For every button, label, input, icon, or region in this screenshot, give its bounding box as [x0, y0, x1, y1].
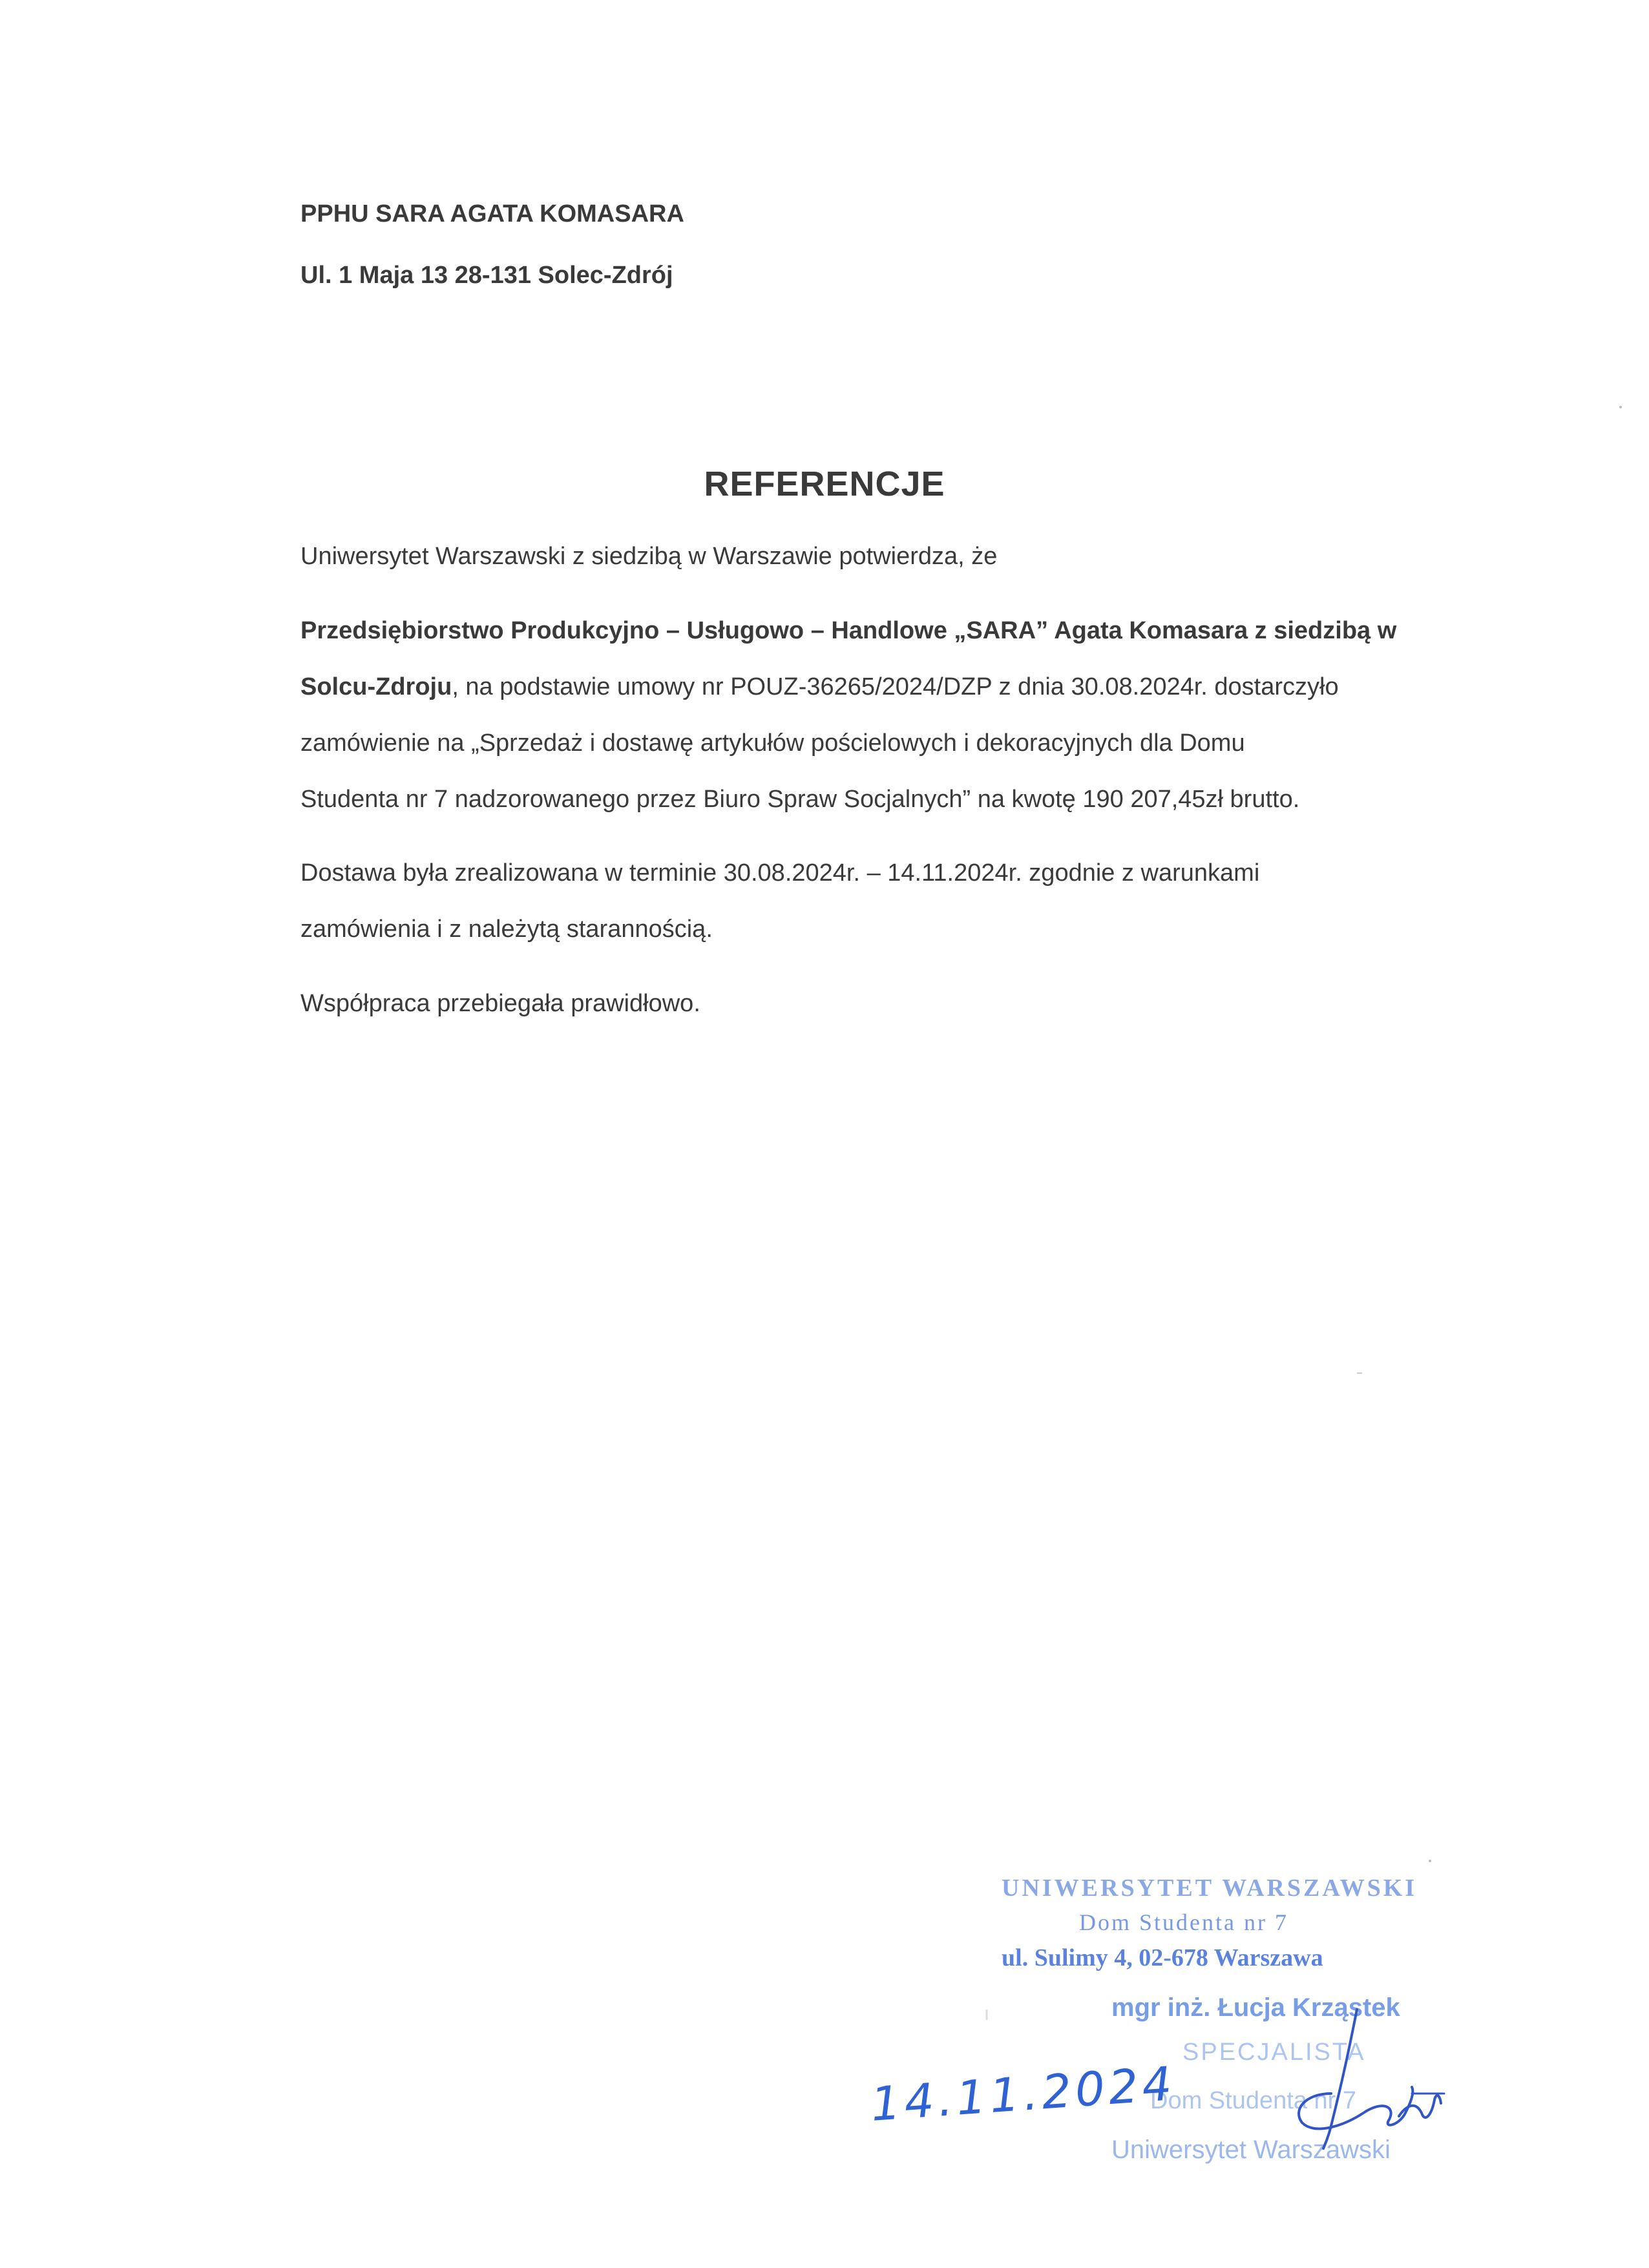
- handwritten-signature: [1286, 1997, 1454, 2152]
- specialist-dormitory: Dom Studenta nr 7: [1150, 2087, 1356, 2114]
- delivery-paragraph-line-1: Dostawa była zrealizowana w terminie 30.08.2024r. – 14.11.2024r. zgodnie z warunkami: [300, 859, 1260, 887]
- document-title: REFERENCJE: [704, 465, 945, 503]
- specialist-title: SPECJALISTA: [1182, 2039, 1366, 2066]
- sender-name: PPHU SARA AGATA KOMASARA: [300, 200, 684, 227]
- stamp-line-dormitory: Dom Studenta nr 7: [1079, 1909, 1288, 1935]
- delivery-paragraph-line-2: zamówienia i z należytą starannością.: [300, 916, 713, 943]
- main-paragraph-line-3: zamówienie na „Sprzedaż i dostawę artykułów pościelowych i dekoracyjnych dla Domu: [300, 730, 1245, 757]
- cooperation-paragraph: Współpraca przebiegała prawidłowo.: [300, 990, 700, 1017]
- contract-text: , na podstawie umowy nr POUZ-36265/2024/DZP z dnia 30.08.2024r. dostarczyło: [452, 673, 1339, 700]
- stamp-line-address: ul. Sulimy 4, 02-678 Warszawa: [1002, 1944, 1323, 1971]
- company-location-bold: Solcu-Zdroju: [300, 673, 452, 700]
- main-paragraph-line-4: Studenta nr 7 nadzorowanego przez Biuro Spraw Socjalnych” na kwotę 190 207,45zł brutto.: [300, 786, 1300, 813]
- intro-paragraph: Uniwersytet Warszawski z siedzibą w Warszawie potwierdza, że: [300, 543, 998, 570]
- stamp-line-university: UNIWERSYTET WARSZAWSKI: [1002, 1874, 1418, 1902]
- specialist-name: mgr inż. Łucja Krząstek: [1111, 1993, 1400, 2022]
- specialist-university: Uniwersytet Warszawski: [1111, 2136, 1391, 2164]
- sender-address: Ul. 1 Maja 13 28-131 Solec-Zdrój: [300, 262, 673, 289]
- main-paragraph-line-1: [300, 617, 1396, 645]
- main-paragraph-line-2: [300, 673, 1339, 701]
- handwritten-date: 14.11.2024: [869, 2056, 1177, 2132]
- company-name-bold: Przedsiębiorstwo Produkcyjno – Usługowo – Handlowe „SARA” Agata Komasara z siedzibą w: [300, 617, 1397, 644]
